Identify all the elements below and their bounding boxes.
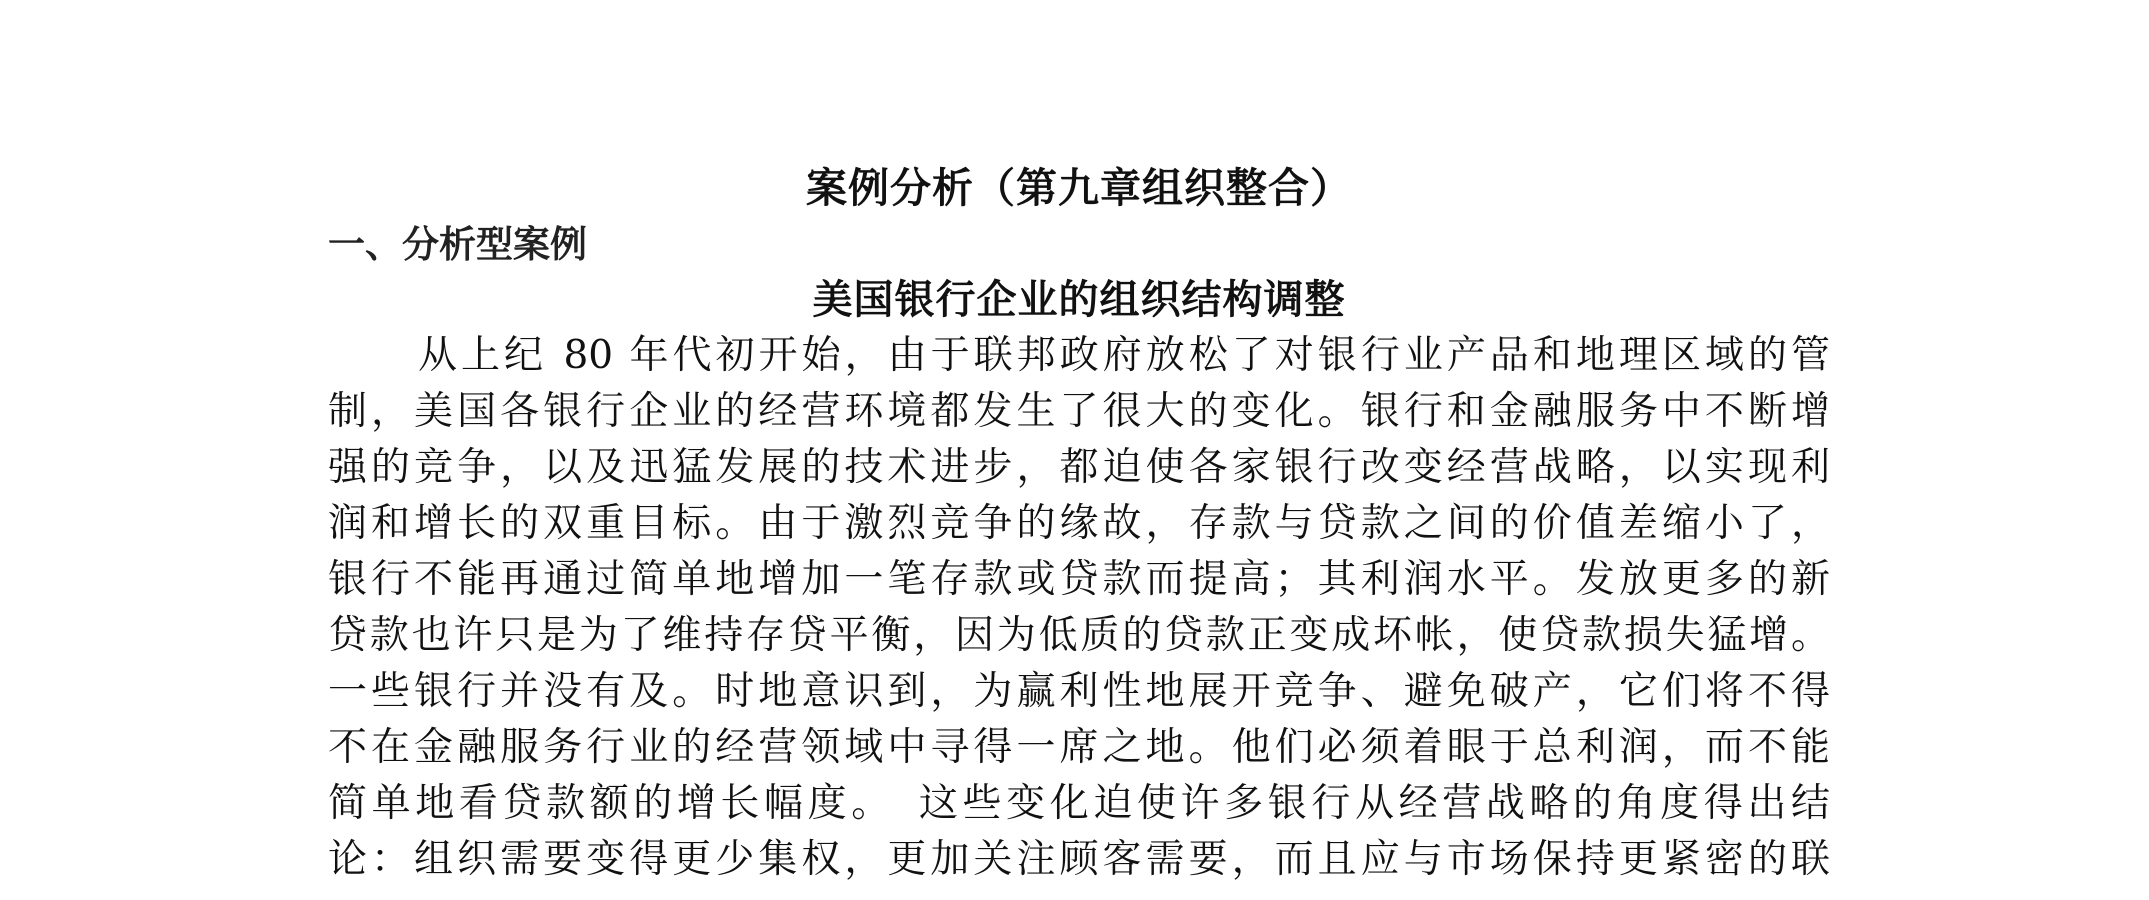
case-title: 美国银行企业的组织结构调整	[812, 276, 1346, 323]
case-paragraph	[328, 328, 1830, 888]
section-heading: 一、分析型案例	[328, 222, 587, 266]
paragraph-line: 论：组织需要变得更少集权，更加关注顾客需要，而且应与市场保持更紧密的联	[328, 837, 1830, 882]
paragraph-line: 不在金融服务行业的经营领域中寻得一席之地。他们必须着眼于总利润，而不能	[328, 725, 1830, 770]
document-body	[328, 160, 1830, 888]
paragraph-line: 贷款也许只是为了维持存贷平衡，因为低质的贷款正变成坏帐，使贷款损失猛增。	[328, 613, 1830, 658]
paragraph-line: 银行不能再通过简单地增加一笔存款或贷款而提高；其利润水平。发放更多的新	[328, 557, 1830, 602]
paragraph-line: 制，美国各银行企业的经营环境都发生了很大的变化。银行和金融服务中不断增	[328, 389, 1830, 434]
paragraph-line: 强的竞争，以及迅猛发展的技术进步，都迫使各家银行改变经营战略，以实现利	[328, 445, 1830, 490]
document-title: 案例分析（第九章组织整合）	[806, 164, 1352, 212]
paragraph-line: 一些银行并没有及。时地意识到，为赢利性地展开竞争、避免破产，它们将不得	[328, 669, 1830, 714]
paragraph-line: 从上纪 80 年代初开始，由于联邦政府放松了对银行业产品和地理区域的管	[418, 333, 1830, 378]
paragraph-line: 润和增长的双重目标。由于激烈竞争的缘故，存款与贷款之间的价值差缩小了，	[328, 501, 1830, 546]
paragraph-line: 简单地看贷款额的增长幅度。 这些变化迫使许多银行从经营战略的角度得出结	[328, 781, 1830, 826]
